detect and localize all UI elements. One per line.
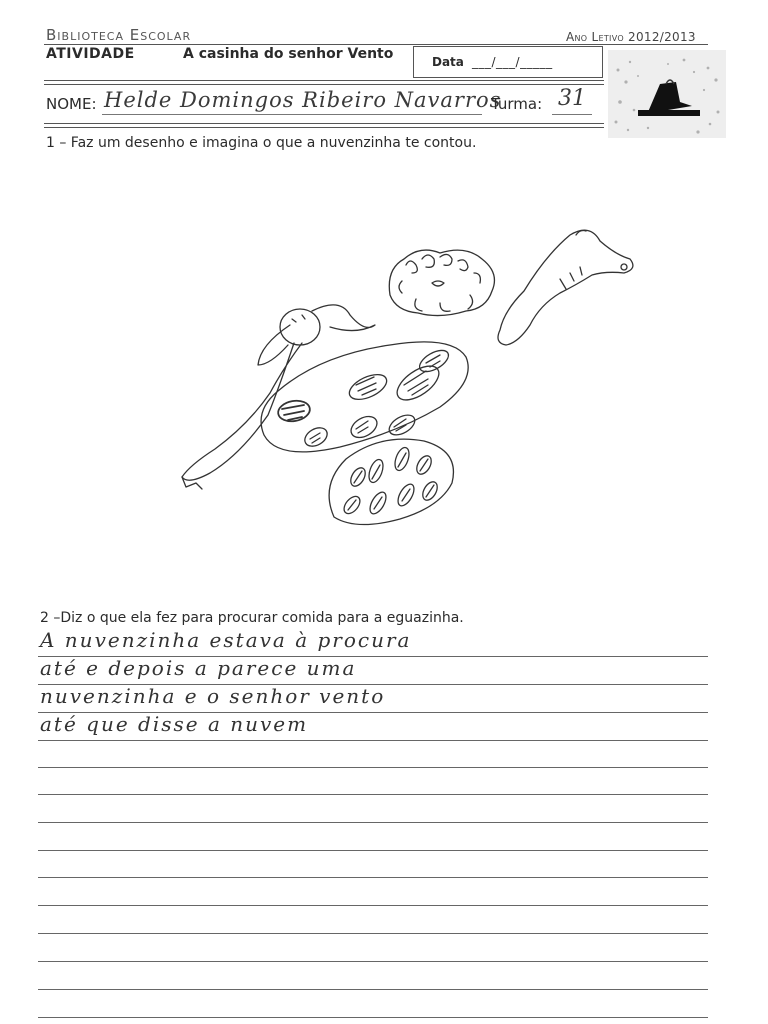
bug-11 xyxy=(414,453,434,476)
activity-title: A casinha do senhor Vento xyxy=(183,46,394,62)
bug-15 xyxy=(420,479,440,502)
ruled-line-4 xyxy=(38,740,708,741)
activity-label: ATIVIDADE xyxy=(46,46,135,62)
ruled-line-13 xyxy=(38,989,708,990)
answer-line-2: até e depois a parece uma xyxy=(40,656,357,680)
bug-5 xyxy=(302,424,331,450)
date-label: Data xyxy=(432,55,464,69)
header-rule-1 xyxy=(44,80,604,81)
name-underline xyxy=(102,114,482,115)
school-name: Biblioteca Escolar xyxy=(46,26,192,44)
date-blank: ___/___/_____ xyxy=(472,55,553,69)
student-drawing xyxy=(170,215,650,535)
answer-line-4: até que disse a nuvem xyxy=(40,712,309,736)
activity-illustration xyxy=(608,50,726,138)
drawing-oval-bottom xyxy=(329,439,453,524)
drawing-animal xyxy=(182,305,375,489)
question-1: 1 – Faz um desenho e imagina o que a nuvenzinha te contou. xyxy=(46,135,477,151)
class-handwriting: 31 xyxy=(558,86,586,111)
ruled-line-14 xyxy=(38,1017,708,1018)
ruled-line-9 xyxy=(38,877,708,878)
ruled-line-5 xyxy=(38,767,708,768)
ruled-line-8 xyxy=(38,850,708,851)
name-handwriting: Helde Domingos Ribeiro Navarros xyxy=(104,88,502,112)
date-box xyxy=(413,46,603,78)
ruled-line-7 xyxy=(38,822,708,823)
ruled-line-11 xyxy=(38,933,708,934)
ruled-line-12 xyxy=(38,961,708,962)
name-rule-2 xyxy=(44,127,604,128)
bug-9 xyxy=(366,458,385,485)
drawing-cloud-face xyxy=(389,250,494,315)
class-label: Turma: xyxy=(491,95,543,113)
bug-3 xyxy=(416,346,452,376)
header-rule-2 xyxy=(44,84,604,85)
ruled-line-10 xyxy=(38,905,708,906)
bug-8 xyxy=(348,465,368,488)
answer-line-1: A nuvenzinha estava à procura xyxy=(40,628,412,652)
bug-12 xyxy=(341,493,363,516)
class-underline xyxy=(552,114,592,115)
drawing-oval-top xyxy=(261,342,468,452)
bug-2 xyxy=(391,359,444,406)
bug-13 xyxy=(367,490,389,517)
name-rule-1 xyxy=(44,123,604,124)
bug-6 xyxy=(347,412,380,442)
header-rule-top xyxy=(44,44,708,45)
ruled-line-3 xyxy=(38,712,708,713)
bug-14 xyxy=(395,482,417,509)
ruled-line-6 xyxy=(38,794,708,795)
answer-line-3: nuvenzinha e o senhor vento xyxy=(40,684,386,708)
ruled-line-2 xyxy=(38,684,708,685)
question-2: 2 –Diz o que ela fez para procurar comida para a eguazinha. xyxy=(40,610,464,626)
drawing-hand xyxy=(498,230,633,345)
ruled-line-1 xyxy=(38,656,708,657)
bug-7 xyxy=(386,411,418,439)
name-label: NOME: xyxy=(46,95,97,113)
bug-10 xyxy=(392,446,411,473)
bug-1 xyxy=(346,369,391,404)
bug-4 xyxy=(277,398,312,423)
school-year: Ano Letivo 2012/2013 xyxy=(566,30,696,44)
